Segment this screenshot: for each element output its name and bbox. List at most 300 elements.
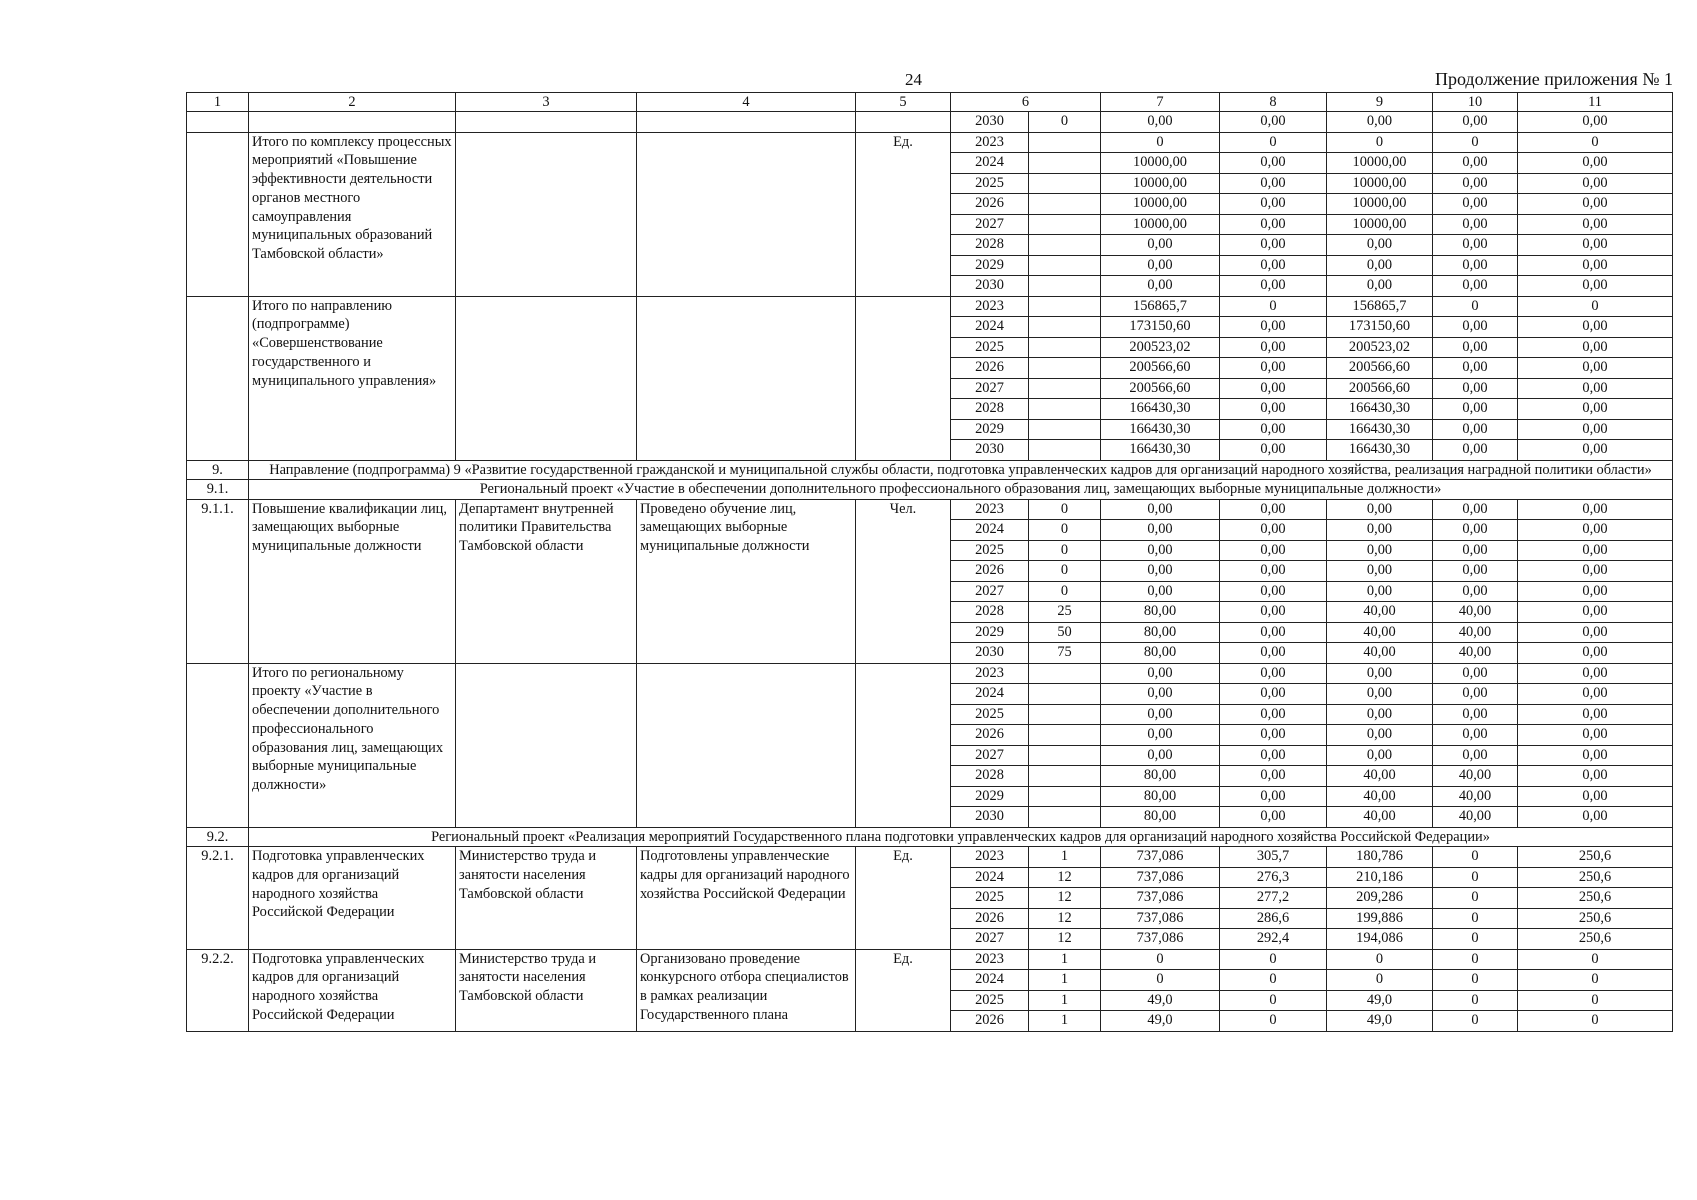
value-cell: 0 bbox=[1433, 970, 1518, 991]
value-cell: 0,00 bbox=[1101, 276, 1220, 297]
value-cell: 0,00 bbox=[1220, 561, 1327, 582]
year-cell: 2025 bbox=[951, 540, 1029, 561]
value-cell: 0,00 bbox=[1327, 235, 1433, 256]
row-number bbox=[187, 663, 249, 827]
value-cell: 0 bbox=[1327, 949, 1433, 970]
cell-empty bbox=[856, 112, 951, 133]
item-name: Итого по комплексу процессных мероприятий «Повышение эффективности деятельности органов местного самоуправления муниципальных образований Тамбовской области» bbox=[249, 132, 456, 296]
value-cell: 0,00 bbox=[1327, 684, 1433, 705]
year-cell: 2027 bbox=[951, 745, 1029, 766]
value-cell: 10000,00 bbox=[1101, 194, 1220, 215]
value-cell: 0 bbox=[1220, 970, 1327, 991]
value-cell: 0,00 bbox=[1101, 704, 1220, 725]
value-cell: 1 bbox=[1029, 1011, 1101, 1032]
value-cell: 0,00 bbox=[1518, 337, 1673, 358]
value-cell: 80,00 bbox=[1101, 643, 1220, 664]
value-cell bbox=[1029, 704, 1101, 725]
table-row bbox=[187, 499, 1673, 520]
value-cell: 0,00 bbox=[1518, 663, 1673, 684]
section-row bbox=[187, 460, 1673, 480]
year-cell: 2030 bbox=[951, 112, 1029, 133]
value-cell: 0,00 bbox=[1433, 317, 1518, 338]
value-cell: 0,00 bbox=[1433, 173, 1518, 194]
value-cell bbox=[1029, 358, 1101, 379]
value-cell bbox=[1029, 214, 1101, 235]
value-cell: 0,00 bbox=[1101, 725, 1220, 746]
year-cell: 2028 bbox=[951, 399, 1029, 420]
value-cell: 0,00 bbox=[1220, 399, 1327, 420]
value-cell: 0,00 bbox=[1518, 378, 1673, 399]
value-cell: 0 bbox=[1433, 990, 1518, 1011]
value-cell: 0,00 bbox=[1433, 112, 1518, 133]
value-cell: 0,00 bbox=[1101, 561, 1220, 582]
value-cell bbox=[1029, 399, 1101, 420]
value-cell: 0,00 bbox=[1518, 499, 1673, 520]
value-cell: 49,0 bbox=[1327, 1011, 1433, 1032]
value-cell: 40,00 bbox=[1327, 786, 1433, 807]
year-cell: 2026 bbox=[951, 1011, 1029, 1032]
value-cell: 737,086 bbox=[1101, 888, 1220, 909]
item-name: Итого по региональному проекту «Участие в обеспечении дополнительного профессионального образования лиц, замещающих выборные муниципальные должности» bbox=[249, 663, 456, 827]
value-cell: 1 bbox=[1029, 990, 1101, 1011]
value-cell: 0,00 bbox=[1433, 399, 1518, 420]
col-header-2: 2 bbox=[249, 93, 456, 112]
value-cell: 10000,00 bbox=[1101, 214, 1220, 235]
value-cell: 0,00 bbox=[1101, 581, 1220, 602]
value-cell: 40,00 bbox=[1327, 643, 1433, 664]
value-cell: 0,00 bbox=[1220, 214, 1327, 235]
value-cell: 50 bbox=[1029, 622, 1101, 643]
section-row bbox=[187, 480, 1673, 500]
page-number: 24 bbox=[905, 70, 922, 89]
value-cell: 0 bbox=[1518, 949, 1673, 970]
value-cell: 0,00 bbox=[1433, 704, 1518, 725]
year-cell: 2025 bbox=[951, 888, 1029, 909]
year-cell: 2025 bbox=[951, 337, 1029, 358]
value-cell: 40,00 bbox=[1327, 602, 1433, 623]
value-cell: 0,00 bbox=[1220, 663, 1327, 684]
value-cell: 0 bbox=[1029, 581, 1101, 602]
value-cell: 200566,60 bbox=[1101, 378, 1220, 399]
value-cell: 0 bbox=[1327, 970, 1433, 991]
value-cell: 49,0 bbox=[1101, 1011, 1220, 1032]
year-cell: 2024 bbox=[951, 317, 1029, 338]
value-cell bbox=[1029, 296, 1101, 317]
value-cell bbox=[1029, 235, 1101, 256]
value-cell: 166430,30 bbox=[1327, 419, 1433, 440]
value-cell: 80,00 bbox=[1101, 807, 1220, 828]
value-cell: 0,00 bbox=[1220, 173, 1327, 194]
value-cell: 0,00 bbox=[1433, 745, 1518, 766]
value-cell: 0 bbox=[1433, 867, 1518, 888]
item-name: Подготовка управленческих кадров для организаций народного хозяйства Российской Федерации bbox=[249, 847, 456, 950]
col-header-8: 8 bbox=[1220, 93, 1327, 112]
value-cell: 250,6 bbox=[1518, 929, 1673, 950]
value-cell: 210,186 bbox=[1327, 867, 1433, 888]
value-cell: 0,00 bbox=[1518, 725, 1673, 746]
value-cell: 166430,30 bbox=[1101, 399, 1220, 420]
value-cell: 0,00 bbox=[1327, 520, 1433, 541]
value-cell: 0,00 bbox=[1518, 684, 1673, 705]
year-cell: 2028 bbox=[951, 235, 1029, 256]
cell-empty bbox=[187, 112, 249, 133]
value-cell: 0,00 bbox=[1518, 214, 1673, 235]
value-cell: 0,00 bbox=[1101, 540, 1220, 561]
value-cell: 0,00 bbox=[1220, 602, 1327, 623]
value-cell: 0,00 bbox=[1518, 561, 1673, 582]
year-cell: 2023 bbox=[951, 847, 1029, 868]
col-header-4: 4 bbox=[637, 93, 856, 112]
value-cell: 0,00 bbox=[1518, 520, 1673, 541]
value-cell: 0,00 bbox=[1220, 499, 1327, 520]
value-cell: 0,00 bbox=[1518, 276, 1673, 297]
value-cell: 277,2 bbox=[1220, 888, 1327, 909]
year-cell: 2027 bbox=[951, 378, 1029, 399]
value-cell: 0 bbox=[1029, 561, 1101, 582]
value-cell: 0 bbox=[1518, 132, 1673, 153]
value-cell bbox=[1029, 173, 1101, 194]
value-cell: 0,00 bbox=[1220, 276, 1327, 297]
value-cell: 200523,02 bbox=[1101, 337, 1220, 358]
responsible-dept: Министерство труда и занятости населения Тамбовской области bbox=[456, 847, 637, 950]
value-cell bbox=[1029, 684, 1101, 705]
value-cell: 0,00 bbox=[1327, 745, 1433, 766]
value-cell: 737,086 bbox=[1101, 847, 1220, 868]
value-cell: 286,6 bbox=[1220, 908, 1327, 929]
value-cell bbox=[1029, 725, 1101, 746]
value-cell: 250,6 bbox=[1518, 888, 1673, 909]
year-cell: 2024 bbox=[951, 684, 1029, 705]
value-cell: 0,00 bbox=[1220, 337, 1327, 358]
value-cell: 0,00 bbox=[1433, 581, 1518, 602]
value-cell: 10000,00 bbox=[1327, 194, 1433, 215]
value-cell: 75 bbox=[1029, 643, 1101, 664]
result-description: Организовано проведение конкурсного отбора специалистов в рамках реализации Государственного плана bbox=[637, 949, 856, 1031]
value-cell: 737,086 bbox=[1101, 908, 1220, 929]
table-row bbox=[187, 847, 1673, 868]
row-number: 9.2.2. bbox=[187, 949, 249, 1031]
value-cell: 80,00 bbox=[1101, 622, 1220, 643]
year-cell: 2030 bbox=[951, 643, 1029, 664]
value-cell: 250,6 bbox=[1518, 908, 1673, 929]
value-cell: 199,886 bbox=[1327, 908, 1433, 929]
value-cell: 0 bbox=[1518, 296, 1673, 317]
value-cell: 0,00 bbox=[1518, 807, 1673, 828]
value-cell: 0,00 bbox=[1220, 622, 1327, 643]
section-title: Направление (подпрограмма) 9 «Развитие государственной гражданской и муниципальной службы области, подготовка управленческих кадров для организаций народного хозяйства, реализация наградной политики области» bbox=[249, 460, 1673, 480]
table-row bbox=[187, 296, 1673, 317]
table-row bbox=[187, 132, 1673, 153]
result-description bbox=[637, 663, 856, 827]
year-cell: 2029 bbox=[951, 786, 1029, 807]
value-cell: 0,00 bbox=[1220, 807, 1327, 828]
col-header-11: 11 bbox=[1518, 93, 1673, 112]
value-cell: 0 bbox=[1518, 1011, 1673, 1032]
value-cell: 0,00 bbox=[1220, 704, 1327, 725]
value-cell: 0 bbox=[1220, 990, 1327, 1011]
col-header-6: 6 bbox=[951, 93, 1101, 112]
result-description bbox=[637, 132, 856, 296]
table-row bbox=[187, 112, 1673, 133]
value-cell: 10000,00 bbox=[1327, 153, 1433, 174]
value-cell: 0,00 bbox=[1327, 540, 1433, 561]
value-cell: 0,00 bbox=[1518, 704, 1673, 725]
value-cell: 0,00 bbox=[1518, 622, 1673, 643]
year-cell: 2026 bbox=[951, 908, 1029, 929]
value-cell: 0,00 bbox=[1327, 561, 1433, 582]
value-cell: 0,00 bbox=[1518, 153, 1673, 174]
value-cell bbox=[1029, 766, 1101, 787]
col-header-10: 10 bbox=[1433, 93, 1518, 112]
value-cell: 0,00 bbox=[1433, 440, 1518, 461]
value-cell: 0,00 bbox=[1433, 663, 1518, 684]
value-cell: 180,786 bbox=[1327, 847, 1433, 868]
value-cell: 0 bbox=[1433, 888, 1518, 909]
value-cell: 200566,60 bbox=[1327, 378, 1433, 399]
value-cell: 80,00 bbox=[1101, 602, 1220, 623]
value-cell: 49,0 bbox=[1101, 990, 1220, 1011]
value-cell: 80,00 bbox=[1101, 766, 1220, 787]
value-cell: 173150,60 bbox=[1327, 317, 1433, 338]
year-cell: 2030 bbox=[951, 807, 1029, 828]
value-cell: 194,086 bbox=[1327, 929, 1433, 950]
value-cell: 250,6 bbox=[1518, 867, 1673, 888]
value-cell: 0,00 bbox=[1518, 440, 1673, 461]
value-cell: 156865,7 bbox=[1327, 296, 1433, 317]
value-cell: 10000,00 bbox=[1101, 153, 1220, 174]
value-cell: 200566,60 bbox=[1101, 358, 1220, 379]
value-cell: 0,00 bbox=[1518, 255, 1673, 276]
table-row bbox=[187, 663, 1673, 684]
section-number: 9.2. bbox=[187, 827, 249, 847]
year-cell: 2026 bbox=[951, 725, 1029, 746]
value-cell: 0,00 bbox=[1101, 663, 1220, 684]
value-cell: 0,00 bbox=[1220, 540, 1327, 561]
value-cell: 0,00 bbox=[1518, 602, 1673, 623]
year-cell: 2028 bbox=[951, 766, 1029, 787]
value-cell: 166430,30 bbox=[1101, 440, 1220, 461]
value-cell: 0,00 bbox=[1518, 581, 1673, 602]
value-cell: 0,00 bbox=[1433, 499, 1518, 520]
value-cell: 0,00 bbox=[1518, 745, 1673, 766]
col-header-1: 1 bbox=[187, 93, 249, 112]
year-cell: 2028 bbox=[951, 602, 1029, 623]
appendix-note: Продолжение приложения № 1 bbox=[1434, 69, 1673, 89]
year-cell: 2024 bbox=[951, 153, 1029, 174]
year-cell: 2030 bbox=[951, 440, 1029, 461]
value-cell: 0 bbox=[1433, 949, 1518, 970]
col-header-7: 7 bbox=[1101, 93, 1220, 112]
value-cell: 156865,7 bbox=[1101, 296, 1220, 317]
value-cell bbox=[1029, 276, 1101, 297]
year-cell: 2027 bbox=[951, 214, 1029, 235]
value-cell: 49,0 bbox=[1327, 990, 1433, 1011]
value-cell: 737,086 bbox=[1101, 929, 1220, 950]
section-row bbox=[187, 827, 1673, 847]
value-cell: 0 bbox=[1433, 132, 1518, 153]
value-cell: 0,00 bbox=[1327, 112, 1433, 133]
value-cell: 0,00 bbox=[1220, 194, 1327, 215]
value-cell: 0,00 bbox=[1101, 684, 1220, 705]
value-cell: 10000,00 bbox=[1101, 173, 1220, 194]
budget-table bbox=[186, 92, 1673, 1032]
value-cell: 209,286 bbox=[1327, 888, 1433, 909]
value-cell: 0 bbox=[1029, 112, 1101, 133]
value-cell: 173150,60 bbox=[1101, 317, 1220, 338]
value-cell: 0,00 bbox=[1220, 766, 1327, 787]
value-cell: 0,00 bbox=[1220, 684, 1327, 705]
section-number: 9. bbox=[187, 460, 249, 480]
value-cell: 0 bbox=[1029, 540, 1101, 561]
value-cell: 0,00 bbox=[1220, 725, 1327, 746]
result-description: Проведено обучение лиц, замещающих выборные муниципальные должности bbox=[637, 499, 856, 663]
item-name: Подготовка управленческих кадров для организаций народного хозяйства Российской Федерации bbox=[249, 949, 456, 1031]
year-cell: 2027 bbox=[951, 581, 1029, 602]
value-cell: 0 bbox=[1029, 499, 1101, 520]
value-cell: 0,00 bbox=[1220, 112, 1327, 133]
item-name: Повышение квалификации лиц, замещающих выборные муниципальные должности bbox=[249, 499, 456, 663]
value-cell: 0 bbox=[1220, 296, 1327, 317]
unit-of-measure: Чел. bbox=[856, 499, 951, 663]
value-cell: 12 bbox=[1029, 929, 1101, 950]
row-number bbox=[187, 132, 249, 296]
value-cell: 0,00 bbox=[1220, 520, 1327, 541]
value-cell: 0,00 bbox=[1327, 255, 1433, 276]
value-cell: 0,00 bbox=[1433, 684, 1518, 705]
unit-of-measure: Ед. bbox=[856, 847, 951, 950]
unit-of-measure: Ед. bbox=[856, 132, 951, 296]
value-cell: 0,00 bbox=[1220, 153, 1327, 174]
value-cell: 12 bbox=[1029, 867, 1101, 888]
responsible-dept bbox=[456, 132, 637, 296]
value-cell: 0,00 bbox=[1518, 317, 1673, 338]
value-cell: 0,00 bbox=[1518, 399, 1673, 420]
result-description: Подготовлены управленческие кадры для организаций народного хозяйства Российской Федерации bbox=[637, 847, 856, 950]
value-cell bbox=[1029, 378, 1101, 399]
year-cell: 2023 bbox=[951, 499, 1029, 520]
value-cell: 10000,00 bbox=[1327, 214, 1433, 235]
value-cell: 0,00 bbox=[1518, 235, 1673, 256]
year-cell: 2026 bbox=[951, 194, 1029, 215]
value-cell: 166430,30 bbox=[1327, 440, 1433, 461]
value-cell: 0,00 bbox=[1220, 419, 1327, 440]
value-cell bbox=[1029, 745, 1101, 766]
value-cell: 40,00 bbox=[1327, 807, 1433, 828]
value-cell: 0,00 bbox=[1518, 419, 1673, 440]
value-cell: 200566,60 bbox=[1327, 358, 1433, 379]
value-cell: 0,00 bbox=[1433, 378, 1518, 399]
value-cell: 0,00 bbox=[1220, 643, 1327, 664]
responsible-dept: Департамент внутренней политики Правительства Тамбовской области bbox=[456, 499, 637, 663]
year-cell: 2027 bbox=[951, 929, 1029, 950]
value-cell: 0 bbox=[1433, 929, 1518, 950]
value-cell bbox=[1029, 317, 1101, 338]
value-cell: 40,00 bbox=[1433, 807, 1518, 828]
value-cell: 0,00 bbox=[1101, 745, 1220, 766]
value-cell: 12 bbox=[1029, 888, 1101, 909]
section-title: Региональный проект «Участие в обеспечении дополнительного профессионального образования лиц, замещающих выборные муниципальные должности» bbox=[249, 480, 1673, 500]
value-cell: 40,00 bbox=[1433, 766, 1518, 787]
value-cell: 0,00 bbox=[1327, 725, 1433, 746]
value-cell: 0,00 bbox=[1220, 786, 1327, 807]
value-cell: 40,00 bbox=[1433, 786, 1518, 807]
value-cell: 0 bbox=[1220, 132, 1327, 153]
year-cell: 2023 bbox=[951, 296, 1029, 317]
value-cell: 0,00 bbox=[1518, 766, 1673, 787]
item-name: Итого по направлению (подпрограмме) «Совершенствование государственного и муниципального управления» bbox=[249, 296, 456, 460]
value-cell: 0,00 bbox=[1433, 358, 1518, 379]
value-cell: 1 bbox=[1029, 970, 1101, 991]
value-cell: 0,00 bbox=[1518, 786, 1673, 807]
year-cell: 2023 bbox=[951, 132, 1029, 153]
value-cell: 0 bbox=[1101, 132, 1220, 153]
row-number: 9.2.1. bbox=[187, 847, 249, 950]
value-cell: 0,00 bbox=[1220, 358, 1327, 379]
value-cell: 1 bbox=[1029, 847, 1101, 868]
cell-empty bbox=[637, 112, 856, 133]
responsible-dept bbox=[456, 663, 637, 827]
value-cell: 80,00 bbox=[1101, 786, 1220, 807]
value-cell: 0,00 bbox=[1433, 194, 1518, 215]
year-cell: 2024 bbox=[951, 867, 1029, 888]
table-body bbox=[187, 93, 1673, 1032]
unit-of-measure: Ед. bbox=[856, 949, 951, 1031]
value-cell: 0 bbox=[1327, 132, 1433, 153]
value-cell: 0,00 bbox=[1327, 704, 1433, 725]
year-cell: 2026 bbox=[951, 561, 1029, 582]
row-number bbox=[187, 296, 249, 460]
year-cell: 2024 bbox=[951, 970, 1029, 991]
header-row bbox=[187, 93, 1673, 112]
value-cell: 0,00 bbox=[1433, 337, 1518, 358]
value-cell: 0,00 bbox=[1433, 255, 1518, 276]
value-cell: 0,00 bbox=[1220, 235, 1327, 256]
value-cell: 0,00 bbox=[1433, 276, 1518, 297]
value-cell bbox=[1029, 786, 1101, 807]
value-cell: 0,00 bbox=[1433, 520, 1518, 541]
value-cell bbox=[1029, 132, 1101, 153]
value-cell: 305,7 bbox=[1220, 847, 1327, 868]
value-cell bbox=[1029, 807, 1101, 828]
year-cell: 2024 bbox=[951, 520, 1029, 541]
value-cell: 0,00 bbox=[1518, 112, 1673, 133]
year-cell: 2023 bbox=[951, 949, 1029, 970]
value-cell bbox=[1029, 194, 1101, 215]
year-cell: 2030 bbox=[951, 276, 1029, 297]
value-cell: 0,00 bbox=[1220, 581, 1327, 602]
value-cell: 12 bbox=[1029, 908, 1101, 929]
value-cell: 0,00 bbox=[1220, 745, 1327, 766]
value-cell: 0,00 bbox=[1101, 235, 1220, 256]
value-cell: 1 bbox=[1029, 949, 1101, 970]
value-cell: 40,00 bbox=[1327, 622, 1433, 643]
value-cell: 292,4 bbox=[1220, 929, 1327, 950]
value-cell bbox=[1029, 440, 1101, 461]
value-cell: 276,3 bbox=[1220, 867, 1327, 888]
value-cell: 200523,02 bbox=[1327, 337, 1433, 358]
value-cell: 0,00 bbox=[1327, 581, 1433, 602]
value-cell: 250,6 bbox=[1518, 847, 1673, 868]
value-cell: 0,00 bbox=[1518, 194, 1673, 215]
col-header-9: 9 bbox=[1327, 93, 1433, 112]
responsible-dept: Министерство труда и занятости населения Тамбовской области bbox=[456, 949, 637, 1031]
value-cell: 0,00 bbox=[1327, 499, 1433, 520]
value-cell: 0,00 bbox=[1220, 255, 1327, 276]
value-cell bbox=[1029, 153, 1101, 174]
value-cell: 0,00 bbox=[1327, 276, 1433, 297]
year-cell: 2029 bbox=[951, 255, 1029, 276]
value-cell: 0,00 bbox=[1433, 153, 1518, 174]
